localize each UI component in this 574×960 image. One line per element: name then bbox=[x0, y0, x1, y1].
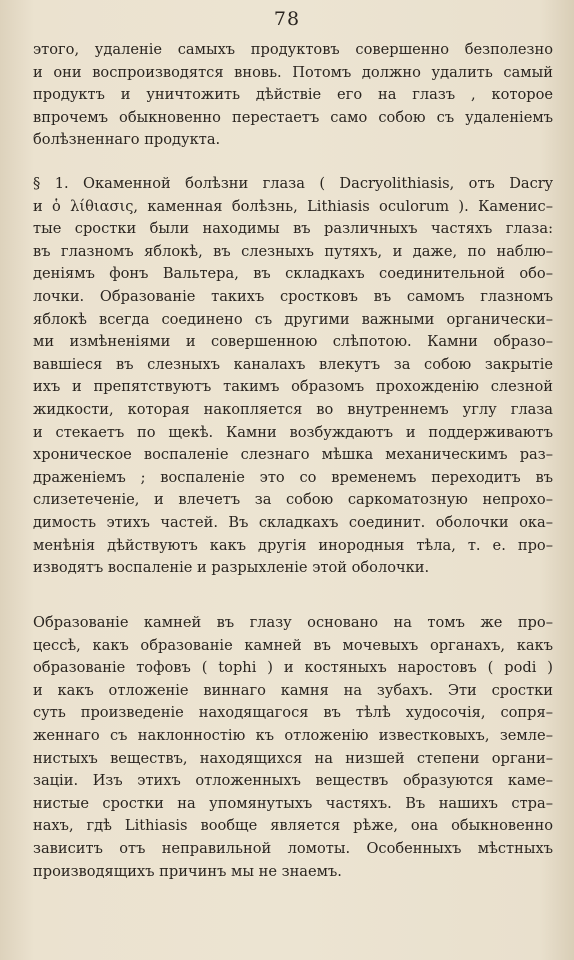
text-line: въ глазномъ яблокѣ, въ слезныхъ путяхъ, и даже, по наблю– bbox=[33, 242, 553, 260]
text-line: производящихъ причинъ мы не знаемъ. bbox=[33, 862, 342, 880]
text-line: ихъ и препятствуютъ такимъ образомъ прохожденію слезной bbox=[33, 378, 553, 396]
text-line: димость этихъ частей. Въ складкахъ соединит. оболочки ока– bbox=[33, 513, 553, 531]
text-line: ми измѣненіями и совершенною слѣпотою. Камни образо– bbox=[33, 333, 553, 351]
text-line: нистыхъ веществъ, находящихся на низшей степени органи– bbox=[33, 749, 553, 767]
text-line: изводятъ воспаленіе и разрыхленіе этой оболочки. bbox=[33, 559, 430, 577]
text-line: тые сростки были находимы въ различныхъ частяхъ глаза: bbox=[33, 220, 553, 238]
text-line: менѣнія дѣйствуютъ какъ другія инородныя тѣла, т. е. про– bbox=[33, 536, 553, 554]
text-line: жидкости, которая накопляется во внутреннемъ углу глаза bbox=[33, 400, 553, 418]
text-line: яблокѣ всегда соединено съ другими важными органически– bbox=[33, 310, 553, 328]
text-line: женнаго съ наклонностію къ отложенію известковыхъ, земле– bbox=[33, 726, 553, 744]
text-line: этого, удаленіе самыхъ продуктовъ совершенно безполезно bbox=[33, 41, 553, 58]
text-line: и они воспроизводятся вновь. Потомъ должно удалить самый bbox=[33, 63, 553, 81]
text-line: вавшіеся въ слезныхъ каналахъ влекутъ за собою закрытіе bbox=[33, 355, 553, 373]
text-line: и ὁ λίθιασις, каменная болѣзнь, Lithiasis oculorum ). Каменис– bbox=[33, 197, 553, 215]
text-line: хроническое воспаленіе слезнаго мѣшка механическимъ раз– bbox=[33, 446, 553, 464]
text-line: цессѣ, какъ образованіе камней въ мочевыхъ органахъ, какъ bbox=[33, 636, 553, 654]
text-line: и стекаетъ по щекѣ. Камни возбуждаютъ и поддерживаютъ bbox=[33, 423, 553, 441]
text-line: лочки. Образованіе такихъ сростковъ въ самомъ глазномъ bbox=[33, 287, 553, 305]
paragraph-dacryolithiasis bbox=[33, 173, 553, 580]
text-line: заціи. Изъ этихъ отложенныхъ веществъ образуются каме– bbox=[33, 772, 553, 790]
text-line: зависитъ отъ неправильной ломоты. Особенныхъ мѣстныхъ bbox=[33, 839, 553, 857]
text-line: нистые сростки на упомянутыхъ частяхъ. Въ нашихъ стра– bbox=[33, 794, 553, 812]
section-heading-line: § 1. Окаменной болѣзни глаза ( Dacryolithiasis, отъ Dacry bbox=[33, 175, 553, 192]
text-line: суть произведеніе находящагося въ тѣлѣ худосочія, сопря– bbox=[33, 704, 553, 722]
text-line: продуктъ и уничтожить дѣйствіе его на глазъ , которое bbox=[33, 86, 553, 104]
text-line: Образованіе камней въ глазу основано на томъ же про– bbox=[33, 614, 553, 631]
text-line: нахъ, гдѣ Lithiasis вообще является рѣже, она обыкновенно bbox=[33, 817, 553, 835]
text-line: слизетеченіе, и влечетъ за собою саркоматозную непрохо– bbox=[33, 491, 553, 509]
text-line: деніямъ фонъ Вальтера, въ складкахъ соединительной обо– bbox=[33, 265, 553, 283]
text-line: образованіе тофовъ ( tophi ) и костяныхъ наростовъ ( podi ) bbox=[33, 659, 553, 677]
paragraph-continuation bbox=[33, 39, 553, 152]
page-number: 78 bbox=[273, 8, 301, 30]
text-line: впрочемъ обыкновенно перестаетъ само собою съ удаленіемъ bbox=[33, 108, 553, 126]
text-line: болѣзненнаго продукта. bbox=[33, 131, 221, 149]
paragraph-stone-formation bbox=[33, 612, 553, 883]
text-line: драженіемъ ; воспаленіе это со временемъ переходитъ въ bbox=[33, 468, 553, 486]
text-line: и какъ отложеніе виннаго камня на зубахъ. Эти сростки bbox=[33, 681, 553, 699]
